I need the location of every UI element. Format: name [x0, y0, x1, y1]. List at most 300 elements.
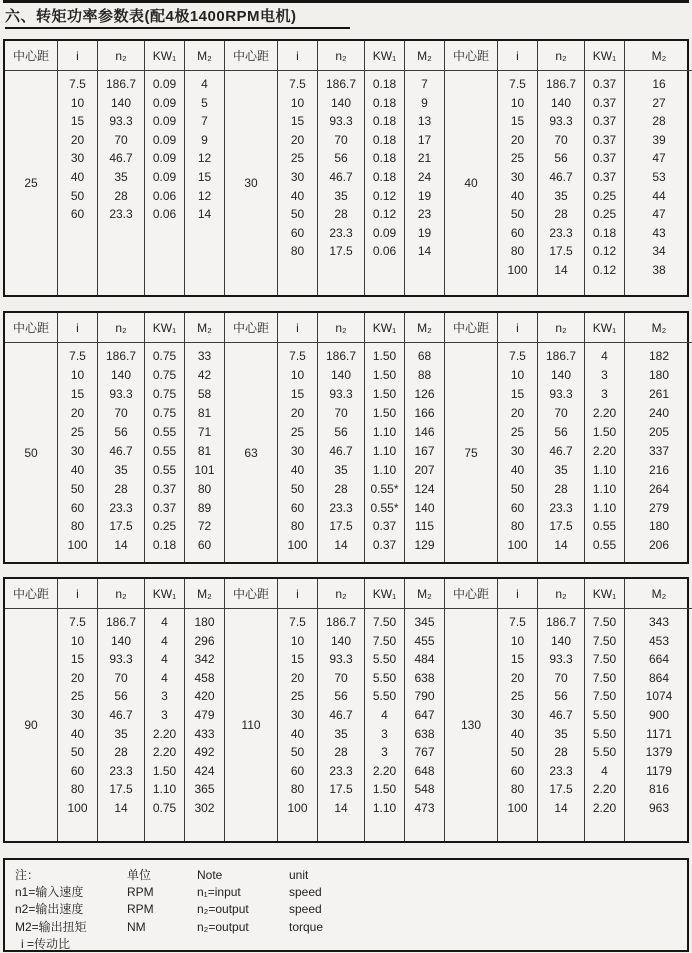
table-cell: 60 [70, 763, 85, 778]
table-cell: 115 [414, 519, 435, 534]
table-cell: 0.37 [372, 538, 397, 553]
column-output-speed-n2 [318, 579, 365, 841]
table-cell: 80 [290, 782, 305, 797]
table-cell: 0.25 [152, 519, 177, 534]
header-center-distance: 中心距 [225, 313, 277, 343]
table-cell: 44 [652, 188, 666, 203]
table-cell: 17.5 [549, 519, 573, 534]
table-cell: 89 [197, 500, 212, 515]
table-cell: 50 [510, 481, 525, 496]
header-center-distance: 中心距 [5, 579, 57, 609]
table-cell: 70 [334, 670, 348, 685]
table-cell: 0.12 [592, 244, 617, 259]
table-cell: 4 [601, 349, 608, 364]
table-3-group-130 [445, 579, 692, 841]
table-cell: 0.12 [372, 188, 397, 203]
header-input-power-kw1: KW₁ [365, 579, 404, 609]
table-cell: 0.37 [592, 77, 617, 92]
table-cell: 453 [648, 633, 670, 648]
table-cell: 140 [330, 95, 352, 110]
table-cell: 864 [648, 670, 670, 685]
table-cell: 264 [648, 481, 670, 496]
table-cell: 28 [334, 745, 348, 760]
table-cell: 28 [334, 207, 348, 222]
table-cell: 35 [554, 462, 568, 477]
table-cell: 19 [417, 225, 432, 240]
table-cell: 46.7 [329, 443, 353, 458]
table-cell: 46.7 [549, 443, 573, 458]
table-cell: 56 [554, 425, 568, 439]
table-cell: 40 [510, 726, 525, 741]
table-cell: 28 [554, 207, 568, 222]
table-cell: 50 [70, 745, 85, 760]
column-body [625, 343, 692, 562]
table-cell: 17.5 [109, 782, 133, 797]
table-cell: 1.50 [372, 368, 397, 383]
table-cell: 30 [510, 170, 525, 184]
table-cell: 0.09 [152, 132, 177, 147]
column-center-distance [445, 579, 498, 841]
page-title: 六、转矩功率参数表(配4极1400RPM电机) [5, 5, 350, 29]
column-body [185, 71, 224, 295]
table-cell: 479 [194, 708, 215, 722]
table-cell: 46.7 [109, 151, 133, 166]
table-cell: 56 [554, 151, 568, 166]
table-cell: 13 [417, 114, 432, 129]
table-cell: 93.3 [549, 387, 573, 402]
column-ratio-i [58, 41, 98, 295]
table-cell: 3 [161, 689, 168, 704]
table-cell: 17 [417, 132, 432, 147]
table-cell: 28 [334, 481, 348, 496]
center-distance-value: 130 [460, 718, 482, 732]
column-output-speed-n2 [98, 313, 145, 562]
table-cell: 100 [507, 262, 528, 277]
table-cell: 23.3 [329, 225, 353, 240]
table-cell: 25 [510, 689, 525, 704]
table-cell: 15 [70, 387, 85, 402]
table-cell: 40 [70, 726, 85, 741]
table-cell: 0.18 [372, 95, 397, 110]
table-cell: 28 [652, 114, 666, 129]
table-cell: 0.06 [152, 207, 177, 222]
table-cell: 0.37 [592, 151, 617, 166]
table-cell: 140 [414, 500, 435, 515]
table-cell: 70 [114, 406, 128, 421]
header-output-torque-m2: M₂ [185, 313, 224, 343]
center-distance-value: 30 [244, 176, 258, 190]
table-cell: 60 [510, 225, 525, 240]
table-cell: 3 [601, 387, 608, 402]
table-cell: 100 [287, 538, 308, 553]
table-cell: 963 [648, 800, 670, 815]
center-distance-value: 50 [24, 445, 38, 460]
table-cell: 484 [414, 652, 435, 667]
table-cell: 205 [648, 425, 670, 439]
column-input-power-kw1 [365, 41, 405, 295]
table-cell: 14 [417, 244, 432, 259]
table-cell: 279 [648, 500, 670, 515]
table-cell: 17.5 [329, 519, 353, 534]
table-cell: 93.3 [329, 387, 353, 402]
table-cell: 20 [290, 132, 305, 147]
column-input-power-kw1 [145, 41, 185, 295]
table-cell: 40 [290, 462, 305, 477]
table-cell: 15 [510, 652, 525, 667]
table-cell: 25 [70, 425, 85, 439]
table-cell: 46.7 [549, 170, 573, 184]
table-cell: 261 [648, 387, 670, 402]
table-cell: 35 [334, 462, 348, 477]
table-cell: 15 [290, 652, 305, 667]
column-output-torque-m2 [185, 579, 225, 841]
table-cell: 492 [194, 745, 215, 760]
header-center-distance: 中心距 [5, 313, 57, 343]
table-cell: 0.55 [152, 443, 177, 458]
table-cell: 10 [510, 633, 525, 648]
column-body [405, 343, 444, 562]
column-body [405, 609, 444, 841]
column-body [278, 609, 317, 841]
table-3-group-90 [5, 579, 225, 841]
column-body [538, 609, 584, 841]
column-input-power-kw1 [145, 579, 185, 841]
table-cell: 23 [417, 207, 432, 222]
column-center-distance [5, 41, 58, 295]
column-body [145, 609, 184, 841]
table-cell: 7.5 [289, 615, 306, 630]
header-output-speed-n2: n₂ [98, 313, 144, 343]
note-cn: i =传动比 [21, 936, 71, 951]
column-ratio-i [498, 41, 538, 295]
header-center-distance: 中心距 [225, 41, 277, 71]
column-output-torque-m2 [625, 41, 692, 295]
table-cell: 56 [334, 689, 348, 704]
table-cell: 80 [290, 244, 305, 259]
table-cell: 140 [330, 633, 352, 648]
table-cell: 0.09 [152, 114, 177, 129]
table-cell: 146 [414, 425, 435, 439]
table-cell: 100 [287, 800, 308, 815]
center-distance-value: 75 [464, 445, 478, 460]
table-cell: 140 [110, 633, 132, 648]
column-input-power-kw1 [585, 41, 625, 295]
table-cell: 60 [70, 207, 85, 222]
table-cell: 5.50 [592, 745, 617, 760]
table-cell: 0.06 [372, 244, 397, 259]
header-input-power-kw1: KW₁ [365, 313, 404, 343]
column-body [405, 71, 444, 295]
table-cell: 93.3 [329, 652, 353, 667]
table-cell: 50 [290, 481, 305, 496]
note-row [13, 884, 679, 901]
table-cell: 30 [70, 151, 85, 166]
header-ratio-i: i [278, 41, 317, 71]
column-output-torque-m2 [185, 313, 225, 562]
table-cell: 1074 [645, 689, 673, 704]
title-block [3, 3, 689, 29]
table-cell: 1.10 [592, 481, 617, 496]
table-cell: 0.55 [152, 462, 177, 477]
table-cell: 50 [510, 745, 525, 760]
table-cell: 28 [114, 188, 128, 203]
table-cell: 10 [290, 95, 305, 110]
table-cell: 80 [197, 481, 212, 496]
table-cell: 30 [70, 708, 85, 722]
table-cell: 180 [648, 519, 670, 534]
table-cell: 638 [414, 726, 435, 741]
table-cell: 0.09 [152, 170, 177, 184]
table-cell: 88 [417, 368, 432, 383]
header-input-power-kw1: KW₁ [145, 313, 184, 343]
table-cell: 0.37 [592, 95, 617, 110]
table-cell: 0.09 [152, 77, 177, 92]
table-cell: 1.50 [372, 406, 397, 421]
column-body [145, 343, 184, 562]
table-cell: 20 [510, 670, 525, 685]
table-cell: 20 [70, 670, 85, 685]
table-cell: 186.7 [545, 349, 577, 364]
table-cell: 50 [70, 481, 85, 496]
note-cn: n1=输入速度 [15, 885, 84, 900]
column-body [278, 343, 317, 562]
table-cell: 7.5 [69, 77, 86, 92]
table-cell: 20 [290, 670, 305, 685]
note-unit-cn [133, 936, 203, 953]
column-body [318, 609, 364, 841]
table-cell: 302 [194, 800, 215, 815]
table-cell: 23.3 [109, 763, 133, 778]
note-unit-cn: RPM [127, 902, 154, 917]
table-cell: 25 [70, 689, 85, 704]
table-cell: 140 [110, 95, 132, 110]
table-2-group-75 [445, 313, 692, 562]
table-cell: 0.37 [592, 114, 617, 129]
note-unit-cn: 单位 [127, 868, 152, 882]
table-cell: 33 [197, 349, 212, 364]
table-cell: 24 [417, 170, 432, 184]
table-cell: 93.3 [549, 652, 573, 667]
table-cell: 23.3 [329, 500, 353, 515]
table-cell: 0.18 [592, 225, 617, 240]
table-cell: 186.7 [325, 77, 357, 92]
column-ratio-i [498, 313, 538, 562]
table-cell: 28 [114, 481, 128, 496]
table-cell: 0.55 [592, 519, 617, 534]
table-cell: 100 [507, 800, 528, 815]
table-cell: 15 [197, 170, 212, 184]
column-center-distance [445, 313, 498, 562]
note-en: n₂=output [197, 902, 249, 917]
table-1-group-30 [225, 41, 445, 295]
table-cell: 140 [110, 368, 132, 383]
column-body [538, 343, 584, 562]
parameter-table-3 [3, 577, 689, 843]
table-cell: 28 [114, 745, 128, 760]
header-ratio-i: i [58, 579, 97, 609]
column-body [625, 609, 692, 841]
column-output-torque-m2 [405, 313, 445, 562]
table-cell: 2.20 [592, 800, 617, 815]
table-cell: 296 [194, 633, 215, 648]
table-cell: 25 [510, 425, 525, 439]
table-cell: 424 [194, 763, 215, 778]
table-cell: 56 [114, 689, 128, 704]
header-ratio-i: i [278, 313, 317, 343]
column-body [98, 71, 144, 295]
column-output-speed-n2 [318, 41, 365, 295]
table-cell: 14 [334, 800, 348, 815]
table-cell: 47 [652, 207, 666, 222]
header-output-speed-n2: n₂ [318, 41, 364, 71]
table-cell: 473 [414, 800, 435, 815]
column-output-speed-n2 [98, 579, 145, 841]
table-cell: 3 [381, 726, 388, 741]
header-input-power-kw1: KW₁ [585, 313, 624, 343]
table-cell: 72 [197, 519, 212, 534]
header-center-distance: 中心距 [445, 579, 497, 609]
table-cell: 7.5 [509, 615, 526, 630]
table-cell: 7.5 [509, 77, 526, 92]
table-cell: 7 [201, 114, 208, 129]
column-body [58, 71, 97, 295]
table-cell: 43 [652, 225, 666, 240]
table-cell: 167 [414, 443, 435, 458]
column-ratio-i [58, 313, 98, 562]
table-cell: 0.18 [372, 132, 397, 147]
table-cell: 186.7 [325, 615, 357, 630]
table-cell: 0.18 [372, 114, 397, 129]
table-cell: 46.7 [329, 708, 353, 722]
parameter-table-1 [3, 39, 689, 297]
table-cell: 1.50 [372, 782, 397, 797]
table-cell: 0.55* [370, 481, 399, 496]
table-cell: 60 [290, 500, 305, 515]
note-row [13, 901, 679, 918]
table-cell: 1.10 [152, 782, 177, 797]
table-cell: 7.50 [372, 615, 397, 630]
column-body [498, 71, 537, 295]
table-cell: 35 [334, 726, 348, 741]
header-output-speed-n2: n₂ [318, 313, 364, 343]
table-cell: 1.10 [372, 425, 397, 439]
column-output-speed-n2 [318, 313, 365, 562]
table-cell: 20 [510, 132, 525, 147]
table-cell: 35 [114, 726, 128, 741]
table-cell: 80 [290, 519, 305, 534]
column-body [58, 609, 97, 841]
table-cell: 56 [554, 689, 568, 704]
table-cell: 14 [334, 538, 348, 553]
table-cell: 166 [414, 406, 435, 421]
header-center-distance: 中心距 [445, 313, 497, 343]
table-cell: 3 [381, 745, 388, 760]
table-cell: 1171 [646, 726, 672, 741]
header-ratio-i: i [278, 579, 317, 609]
note-en: n₂=output [197, 919, 249, 934]
table-cell: 455 [414, 633, 435, 648]
table-cell: 60 [510, 500, 525, 515]
table-cell: 0.06 [152, 188, 177, 203]
table-cell: 126 [414, 387, 435, 402]
column-output-torque-m2 [625, 313, 692, 562]
table-cell: 1.10 [592, 462, 617, 477]
table-cell: 15 [70, 652, 85, 667]
table-cell: 50 [510, 207, 525, 222]
table-cell: 46.7 [109, 443, 133, 458]
table-cell: 40 [290, 188, 305, 203]
table-3-group-110 [225, 579, 445, 841]
table-cell: 10 [510, 95, 525, 110]
table-cell: 0.37 [152, 481, 177, 496]
center-distance-value: 63 [244, 445, 258, 460]
column-output-speed-n2 [538, 579, 585, 841]
column-body [365, 71, 404, 295]
table-cell: 180 [194, 615, 215, 630]
table-cell: 80 [510, 782, 525, 797]
note-unit-cn: RPM [127, 885, 154, 900]
table-cell: 342 [194, 652, 215, 667]
table-cell: 15 [290, 114, 305, 129]
table-cell: 40 [510, 188, 525, 203]
table-cell: 14 [197, 207, 212, 222]
table-cell: 30 [70, 443, 85, 458]
header-center-distance: 中心距 [5, 41, 57, 71]
table-cell: 7.50 [592, 615, 617, 630]
table-cell: 23.3 [109, 500, 133, 515]
note-unit-en: torque [289, 919, 324, 934]
table-cell: 81 [197, 443, 212, 458]
column-output-speed-n2 [538, 41, 585, 295]
table-cell: 124 [414, 481, 435, 496]
header-output-speed-n2: n₂ [538, 313, 584, 343]
header-output-torque-m2: M₂ [185, 41, 224, 71]
table-cell: 80 [510, 519, 525, 534]
table-cell: 0.09 [152, 95, 177, 110]
column-ratio-i [278, 313, 318, 562]
table-cell: 182 [648, 349, 670, 364]
center-distance-value: 90 [24, 718, 38, 732]
table-cell: 2.20 [592, 406, 617, 421]
table-cell: 60 [290, 225, 305, 240]
column-center-distance [445, 41, 498, 295]
table-cell: 0.37 [592, 132, 617, 147]
table-cell: 93.3 [109, 652, 133, 667]
note-unit-en: speed [289, 902, 322, 917]
table-cell: 1.10 [592, 500, 617, 515]
table-cell: 2.20 [592, 782, 617, 797]
table-cell: 12 [197, 188, 212, 203]
note-unit-cn: NM [127, 919, 146, 934]
table-cell: 35 [554, 726, 568, 741]
table-cell: 23.3 [549, 225, 573, 240]
table-1-group-25 [5, 41, 225, 295]
table-cell: 25 [290, 689, 305, 704]
table-cell: 71 [197, 425, 212, 439]
table-cell: 7.50 [372, 633, 397, 648]
column-ratio-i [58, 579, 98, 841]
table-cell: 25 [290, 425, 305, 439]
table-cell: 50 [70, 188, 85, 203]
column-input-power-kw1 [365, 579, 405, 841]
table-cell: 186.7 [105, 349, 137, 364]
table-cell: 101 [194, 462, 215, 477]
table-cell: 9 [201, 132, 208, 147]
table-cell: 17.5 [549, 244, 573, 259]
table-cell: 10 [510, 368, 525, 383]
table-cell: 34 [652, 244, 666, 259]
column-output-speed-n2 [98, 41, 145, 295]
